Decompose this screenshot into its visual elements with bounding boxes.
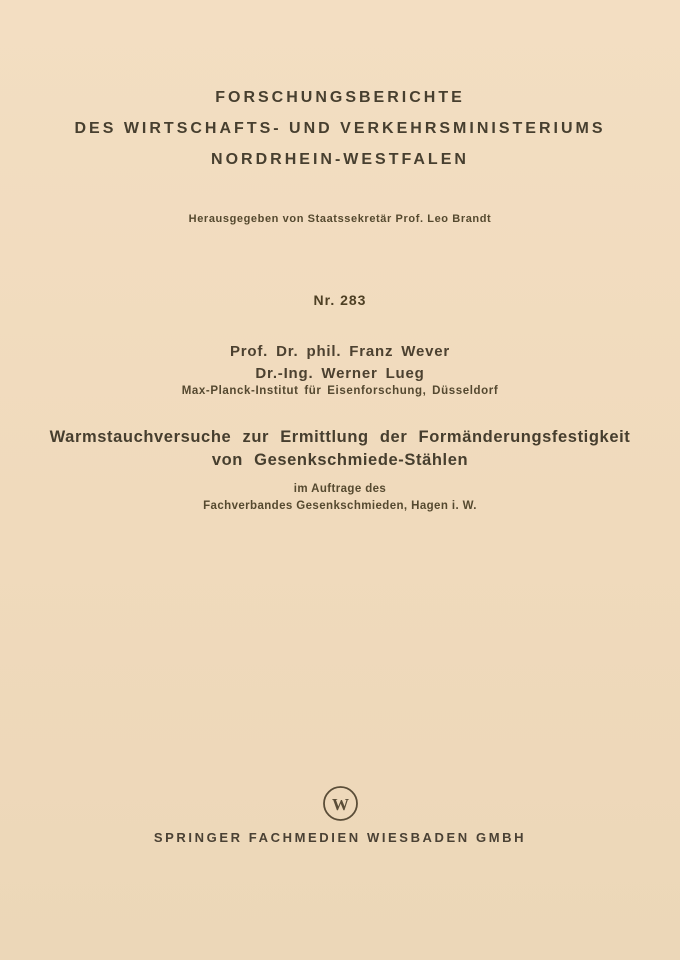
series-title-line3: NORDRHEIN-WESTFALEN (211, 151, 469, 168)
series-title-line2: DES WIRTSCHAFTS- UND VERKEHRSMINISTERIUMS (74, 120, 606, 137)
publisher-logo (0, 785, 680, 822)
institute-line: Max-Planck-Institut für Eisenforschung, Düsseldorf (181, 385, 499, 397)
logo-letter: W (331, 795, 349, 814)
commission-line2: Fachverbandes Gesenkschmieden, Hagen i. W. (203, 500, 477, 512)
series-title (0, 82, 680, 175)
page-title (0, 426, 680, 472)
editor-line: Herausgegeben von Staatssekretär Prof. Leo Brandt (188, 213, 492, 225)
commission-block (0, 481, 680, 515)
commission-line1: im Auftrage des (293, 483, 387, 495)
page-title-line1: Warmstauchversuche zur Ermittlung der Formänderungsfestigkeit (49, 428, 631, 446)
authors-block (0, 341, 680, 385)
series-title-line1: FORSCHUNGSBERICHTE (215, 89, 465, 106)
page-title-line2: von Gesenkschmiede-Stählen (211, 451, 469, 469)
author-2: Dr.-Ing. Werner Lueg (255, 365, 425, 382)
issue-number: Nr. 283 (313, 292, 367, 308)
author-1: Prof. Dr. phil. Franz Wever (229, 343, 451, 360)
publisher-line: SPRINGER FACHMEDIEN WIESBADEN GMBH (153, 830, 527, 845)
vieweg-w-logo-icon (322, 785, 359, 822)
